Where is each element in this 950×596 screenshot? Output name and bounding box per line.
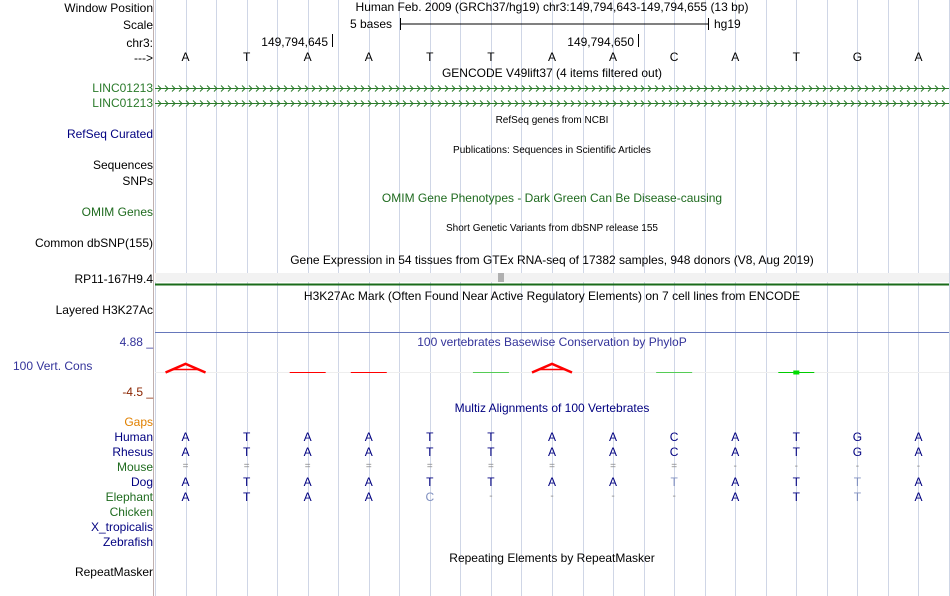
alignment-base: T <box>487 445 495 459</box>
reference-base: A <box>547 50 557 64</box>
alignment-base: T <box>792 475 800 489</box>
window-position-label: Window Position <box>64 1 153 15</box>
omim-track-title: OMIM Gene Phenotypes - Dark Green Can Be Disease-causing <box>381 191 723 205</box>
gencode-transcript[interactable] <box>155 86 949 92</box>
alignment-base: C <box>425 490 435 504</box>
alignment-base: - <box>855 461 860 472</box>
scale-text: 5 bases <box>350 17 393 31</box>
alignment-base: T <box>792 445 800 459</box>
phylop-min-label: -4.5 _ <box>122 385 153 399</box>
alignment-base: T <box>487 430 495 444</box>
alignment-base: A <box>914 445 923 459</box>
gencode-features[interactable] <box>0 78 950 118</box>
coordinate-tick-label: 149,794,650 <box>567 35 634 49</box>
scale-bar <box>0 14 950 44</box>
alignment-base: A <box>609 430 618 444</box>
phylop-track-label[interactable]: 100 Vert. Cons <box>13 359 93 373</box>
alignment-base: A <box>731 430 740 444</box>
alignment-base: T <box>242 490 251 504</box>
repeatmasker-track-title: Repeating Elements by RepeatMasker <box>449 551 655 565</box>
alignment-base: = <box>671 461 678 472</box>
refseq-track-label[interactable]: RefSeq Curated <box>66 127 153 141</box>
alignment-base: T <box>242 445 251 459</box>
refseq-track-title: RefSeq genes from NCBI <box>495 115 609 126</box>
alignment-base: A <box>303 430 312 444</box>
alignment-base: A <box>181 445 190 459</box>
alignment-base: A <box>731 475 740 489</box>
reference-base: T <box>426 50 434 64</box>
snps-label[interactable]: SNPs <box>122 174 153 188</box>
phylop-bar <box>793 371 799 375</box>
assembly-title: Human Feb. 2009 (GRCh37/hg19) chr3:149,794,643-149,794,655 (13 bp) <box>355 0 749 14</box>
publications-track-label[interactable]: Sequences <box>92 158 153 172</box>
gtex-gene-feature[interactable] <box>0 270 950 290</box>
alignment-base: A <box>364 430 373 444</box>
alignment-base: A <box>181 490 190 504</box>
species-label-human: Human <box>114 430 153 444</box>
alignment-base: = <box>243 461 250 472</box>
alignment-base: A <box>914 430 923 444</box>
alignment-base: T <box>792 490 800 504</box>
reference-base: A <box>609 50 618 64</box>
reference-base: T <box>242 50 251 64</box>
alignment-base: T <box>853 490 862 504</box>
alignment-base: T <box>242 430 251 444</box>
alignment-base: A <box>609 445 618 459</box>
dbsnp-track-title: Short Genetic Variants from dbSNP release 155 <box>446 223 658 234</box>
multiz-track-title: Multiz Alignments of 100 Vertebrates <box>454 401 650 415</box>
alignment-base: A <box>731 490 740 504</box>
species-label-rhesus: Rhesus <box>112 445 153 459</box>
gencode-track-title: GENCODE V49lift37 (4 items filtered out) <box>441 66 663 80</box>
alignment-base: = <box>182 461 189 472</box>
alignment-base: A <box>181 430 190 444</box>
alignment-base: T <box>426 445 434 459</box>
alignment-base: A <box>181 475 190 489</box>
alignment-base: = <box>549 461 555 472</box>
alignment-base: T <box>792 430 800 444</box>
reference-base: G <box>852 50 863 64</box>
phylop-track-title: 100 vertebrates Basewise Conservation by PhyloP <box>417 335 687 349</box>
alignment-base: C <box>669 430 679 444</box>
reference-base: A <box>914 50 923 64</box>
alignment-base: A <box>303 490 312 504</box>
phylop-bar <box>166 364 206 373</box>
alignment-base: - <box>489 491 493 502</box>
alignment-base: - <box>672 491 676 502</box>
h3k27ac-track-title: H3K27Ac Mark (Often Found Near Active Regulatory Elements) on 7 cell lines from ENCODE <box>303 289 801 303</box>
gtex-item-label[interactable]: RP11-167H9.4 <box>74 272 153 286</box>
alignment-base: G <box>852 430 863 444</box>
alignment-base: = <box>426 461 433 472</box>
alignment-base: A <box>303 445 312 459</box>
strand-label: ---> <box>134 51 153 65</box>
alignment-base: T <box>426 475 434 489</box>
species-label-x-tropicalis: X_tropicalis <box>90 520 153 534</box>
species-label-dog: Dog <box>130 475 153 489</box>
alignment-base: T <box>426 430 434 444</box>
alignment-base: A <box>731 445 740 459</box>
alignment-base: - <box>611 491 615 502</box>
alignment-base: - <box>794 461 798 472</box>
gaps-label: Gaps <box>124 415 153 429</box>
coordinate-tick-label: 149,794,645 <box>261 35 328 49</box>
alignment-base: A <box>914 490 923 504</box>
alignment-base: = <box>304 461 311 472</box>
coordinate-tick-mark <box>332 34 333 47</box>
alignment-base: T <box>853 475 862 489</box>
alignment-base: - <box>916 461 921 472</box>
gencode-item-label-1[interactable]: LINC01213 <box>92 81 153 95</box>
species-label-mouse: Mouse <box>116 460 153 474</box>
alignment-base: A <box>303 475 312 489</box>
alignment-base: T <box>487 475 495 489</box>
dbsnp-track-label[interactable]: Common dbSNP(155) <box>34 236 153 250</box>
phylop-plot[interactable] <box>0 345 950 405</box>
reference-base: A <box>731 50 740 64</box>
alignment-base: C <box>669 445 679 459</box>
phylop-max-label: 4.88 _ <box>119 335 153 349</box>
alignment-base: A <box>914 475 923 489</box>
chr-label: chr3: <box>126 36 153 50</box>
species-label-chicken: Chicken <box>109 505 153 519</box>
alignment-base: A <box>547 475 557 489</box>
gencode-item-label-2[interactable]: LINC01213 <box>92 96 153 110</box>
reference-base: A <box>181 50 190 64</box>
reference-base: T <box>487 50 495 64</box>
repeatmasker-track-label[interactable]: RepeatMasker <box>74 565 153 579</box>
alignment-base: - <box>733 461 737 472</box>
reference-base: A <box>303 50 312 64</box>
alignment-base: T <box>242 475 251 489</box>
alignment-base: A <box>364 445 373 459</box>
reference-base: T <box>792 50 800 64</box>
scale-label: Scale <box>122 18 153 32</box>
alignment-base: = <box>488 461 494 472</box>
alignment-base: - <box>550 491 554 502</box>
alignment-base: A <box>609 475 618 489</box>
alignment-base: = <box>365 461 372 472</box>
species-label-zebrafish: Zebrafish <box>102 535 153 549</box>
alignment-base: = <box>610 461 616 472</box>
alignment-base: A <box>364 490 373 504</box>
alignment-base: A <box>364 475 373 489</box>
scale-db: hg19 <box>714 17 741 31</box>
h3k27ac-track-label[interactable]: Layered H3K27Ac <box>55 303 153 317</box>
alignment-base: G <box>852 445 863 459</box>
alignment-base: T <box>670 475 678 489</box>
reference-base: C <box>669 50 679 64</box>
coordinate-tick-mark <box>638 34 639 47</box>
species-label-elephant: Elephant <box>105 490 153 504</box>
gencode-transcript[interactable] <box>155 101 949 107</box>
omim-track-label[interactable]: OMIM Genes <box>81 205 153 219</box>
gtex-track-title: Gene Expression in 54 tissues from GTEx RNA-seq of 17382 samples, 948 donors (V8, Aug 2019) <box>290 253 814 267</box>
alignment-base: A <box>547 445 557 459</box>
alignment-base: A <box>547 430 557 444</box>
phylop-bar <box>532 364 572 373</box>
publications-track-title: Publications: Sequences in Scientific Articles <box>453 145 651 156</box>
reference-base: A <box>364 50 373 64</box>
